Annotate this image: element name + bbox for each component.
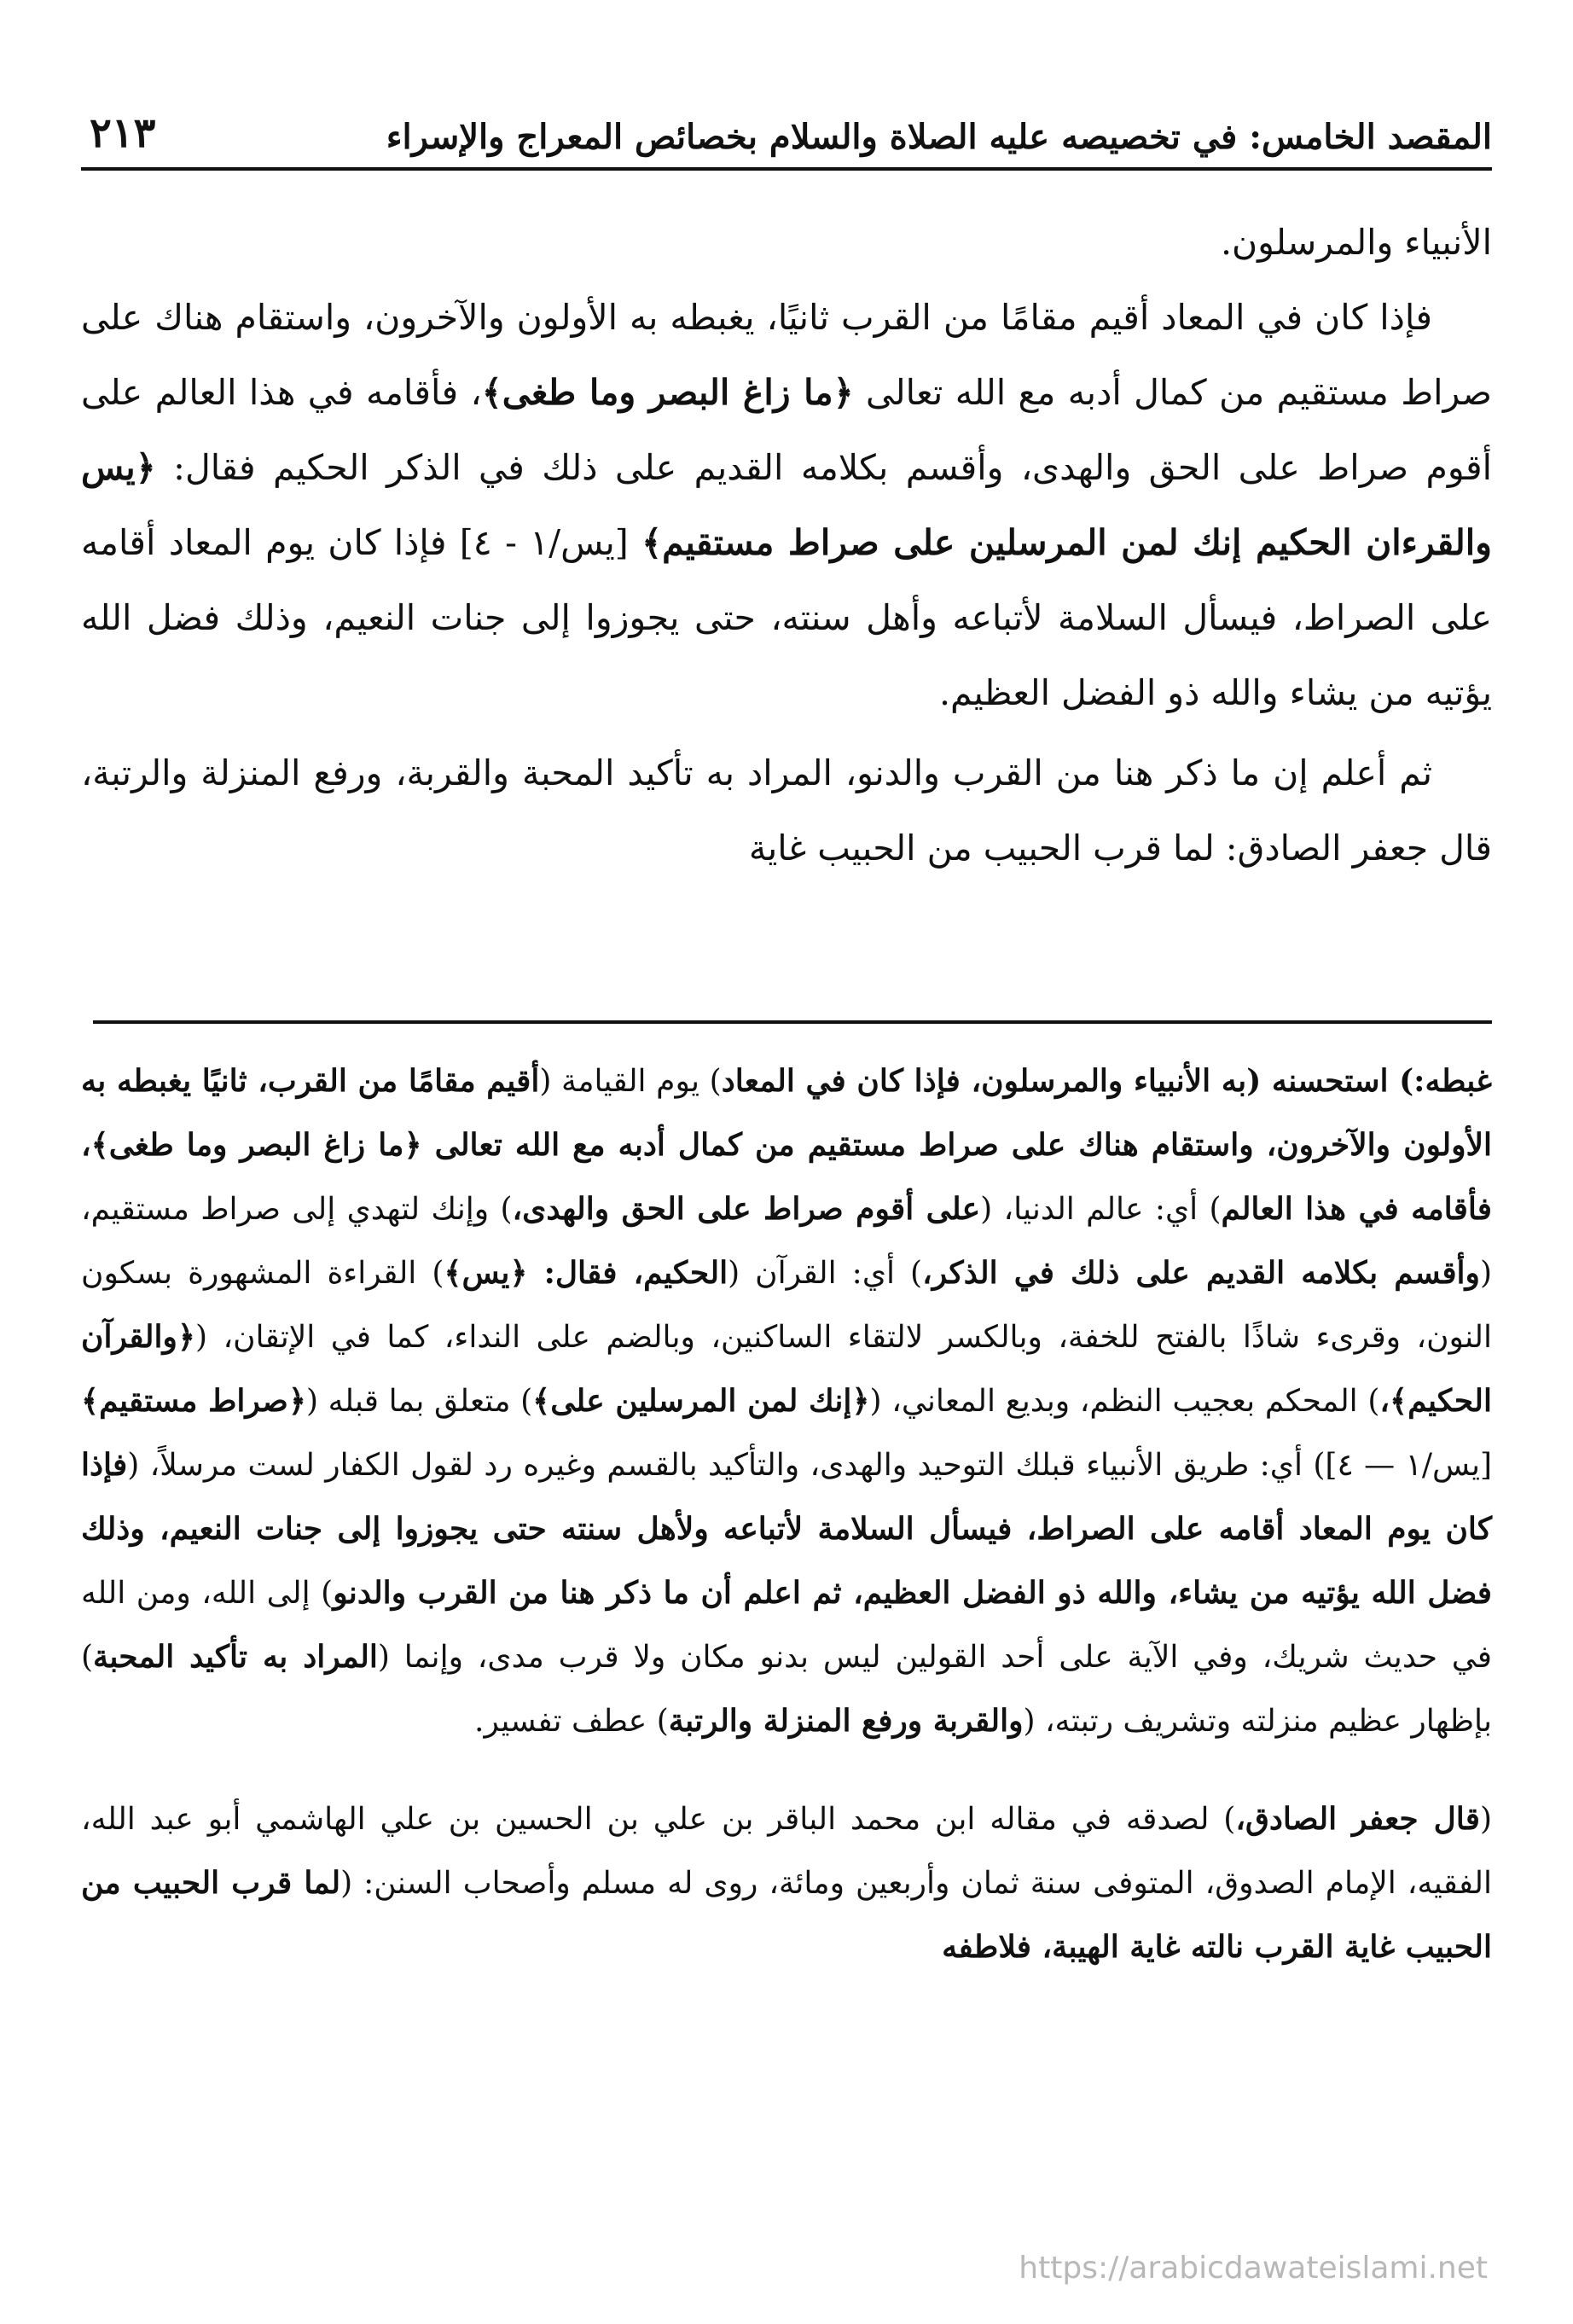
n2-a: (: [1479, 1802, 1492, 1837]
paragraph-2: [81, 280, 1492, 730]
n1-b: به الأنبياء والمرسلون، فإذا كان في المعاد: [721, 1063, 1247, 1099]
main-text: [81, 205, 1492, 886]
watermark-url: https://arabicdawateislami.net: [1019, 2251, 1488, 2286]
note-2: [81, 1787, 1492, 1979]
n1-s: ) إلى الله، ومن الله في حديث شريك، وفي الآية على أحد القولين ليس بدنو مكان ولا قرب مدى، وإنما (: [81, 1576, 1493, 1675]
n1-t: المراد به تأكيد المحبة: [93, 1639, 378, 1675]
p2-text-a: فإذا كان في المعاد أقيم مقامًا من القرب ثانيًا، يغبطه به الأولون والآخرون، واستقام هناك على صراط مستقيم من كمال أدبه مع الله تعالى: [81, 297, 1492, 413]
note-1: [81, 1049, 1492, 1753]
p2-quran-b: ﴿يس والقرءان الحكيم إنك لمن المرسلين على صراط مستقيم﴾: [81, 447, 1492, 563]
n1-l: ﴿والقرآن الحكيم﴾،: [81, 1319, 1492, 1419]
n1-p: ﴿صراط مستقيم﴾: [81, 1383, 306, 1419]
p2-quran-a: ﴿ما زاغ البصر وما طغى﴾: [481, 372, 854, 413]
n2-b: قال جعفر الصادق،: [1235, 1801, 1480, 1837]
n1-h: وأقسم بكلامه القديم على ذلك في الذكر،: [922, 1255, 1480, 1291]
n1-c: ) يوم القيامة (: [539, 1064, 722, 1099]
n1-v: والقربة ورفع المنزلة والرتبة: [668, 1703, 1024, 1739]
paragraph-1: [81, 205, 1492, 280]
paragraph-3-text: ثم أعلم إن ما ذكر هنا من القرب والدنو، المراد به تأكيد المحبة والقربة، ورفع المنزلة والرتبة، قال جعفر الصادق: لما قرب الحبيب من الحبيب غاية: [81, 752, 1492, 869]
n1-q: [يس/١ — ٤]) أي: طريق الأنبياء قبلك التوحيد والهدى، والتأكيد بالقسم وغيره رد لقول الكفار لست مرسلاً، (: [127, 1448, 1493, 1483]
page-header: [81, 94, 1492, 171]
n1-e: ) أي: عالم الدنيا، (: [980, 1192, 1222, 1227]
commentary-notes: [81, 1049, 1492, 1979]
n1-n: ﴿إنك لمن المرسلين على﴾: [532, 1383, 870, 1419]
p2-text-c: ، فأقامه في هذا العالم على أقوم صراط على الحق والهدى، وأقسم بكلامه القديم على ذلك في الذكر الحكيم فقال:: [81, 372, 1492, 488]
p2-text-e: [يس/١ - ٤] فإذا كان يوم المعاد أقامه على الصراط، فيسأل السلامة لأتباعه وأهل سنته، حتى يجوزوا إلى جنات النعيم، وذلك فضل الله يؤتيه من يشاء والله ذو الفضل العظيم.: [81, 522, 1492, 713]
n1-g: ) وإنك لتهدي إلى صراط مستقيم، (: [81, 1192, 1492, 1291]
n1-j: الحكيم، فقال: ﴿يس﴾: [444, 1255, 728, 1291]
n2-c: ) لصدقه في مقاله ابن محمد الباقر بن علي بن الحسين بن علي الهاشمي أبو عبد الله، الفقيه، الإمام الصدوق، المتوفى سنة ثمان وأربعين ومائة، روى له مسلم وأصحاب السنن: (: [81, 1802, 1492, 1901]
n1-f: على أقوم صراط على الحق والهدى،: [512, 1191, 981, 1227]
n1-d: أقيم مقامًا من القرب، ثانيًا يغبطه به الأولون والآخرون، واستقام هناك على صراط مستقيم من كمال أدبه مع الله تعالى ﴿ما زاغ البصر وما طغى﴾، فأقامه في هذا العالم: [81, 1063, 1493, 1227]
n1-k: ) القراءة المشهورة بسكون النون، وقرىء شاذًا بالفتح للخفة، وبالكسر لالتقاء الساكنين، وبالضم على النداء، كما في الإتقان، (: [81, 1256, 1492, 1355]
running-title: المقصد الخامس: في تخصيصه عليه الصلاة والسلام بخصائص المعراج والإسراء: [386, 117, 1492, 157]
footnote-divider: [93, 1020, 1492, 1024]
paragraph-1-text: الأنبياء والمرسلون.: [1221, 222, 1492, 263]
n1-w: ) عطف تفسير.: [474, 1704, 669, 1739]
paragraph-3: [81, 735, 1492, 886]
n1-a: غبطه:) استحسنه (: [1246, 1063, 1492, 1099]
n1-m: ) المحكم بعجيب النظم، وبديع المعاني، (: [869, 1384, 1380, 1419]
n1-o: ) متعلق بما قبله (: [305, 1384, 533, 1419]
n1-i: ) أي: القرآن (: [728, 1256, 923, 1291]
n2-d: لما قرب الحبيب من الحبيب غاية القرب نالته غاية الهيبة، فلاطفه: [81, 1865, 1492, 1965]
n1-r: فإذا كان يوم المعاد أقامه على الصراط، فيسأل السلامة لأتباعه ولأهل سنته حتى يجوزوا إلى جنات النعيم، وذلك فضل الله يؤتيه من يشاء، والله ذو الفضل العظيم، ثم اعلم أن ما ذكر هنا من القرب والدنو: [81, 1447, 1493, 1611]
page-number: ٢١٣: [90, 109, 156, 157]
n1-u: ) بإظهار عظيم منزلته وتشريف رتبته، (: [81, 1640, 1492, 1739]
